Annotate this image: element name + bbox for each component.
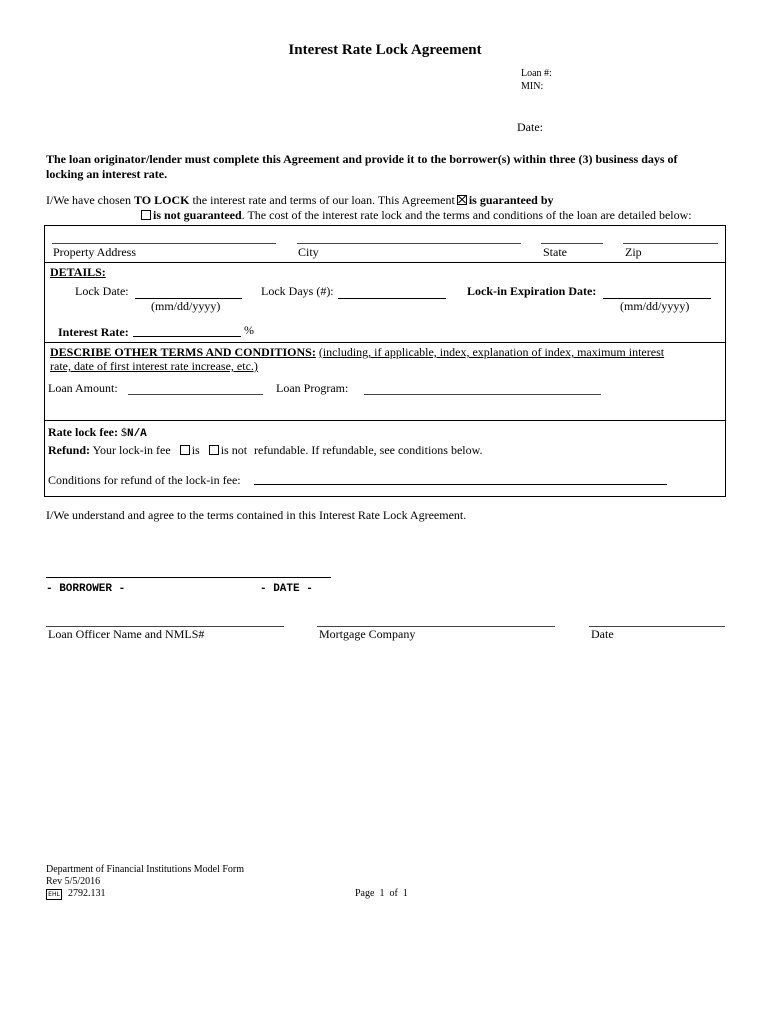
property-address-label: Property Address	[53, 245, 136, 259]
loan-number-label: Loan #:	[521, 68, 552, 79]
notice-text-line2: locking an interest rate.	[46, 167, 168, 181]
date-label: Date:	[517, 120, 543, 134]
conditions-label: Conditions for refund of the lock-in fee:	[48, 473, 241, 487]
mortgage-company-label: Mortgage Company	[319, 627, 416, 641]
divider	[44, 420, 726, 421]
interest-rate-label: Interest Rate:	[58, 325, 129, 339]
state-field[interactable]	[541, 243, 603, 244]
notice-text: The loan originator/lender must complete this Agreement and provide it to the borrower(s) within three (3) business days of	[46, 152, 678, 166]
cost-text: . The cost of the interest rate lock and the terms and conditions of the loan are detailed below:	[241, 208, 692, 222]
refund-line	[48, 443, 483, 458]
property-address-field[interactable]	[52, 243, 276, 244]
equal-housing-lender-icon: EHL	[46, 889, 62, 900]
loan-amount-field[interactable]	[128, 394, 263, 395]
borrower-signature-line[interactable]	[46, 577, 331, 578]
refund-is-label: is	[191, 443, 200, 457]
refundable-text: refundable. If refundable, see conditions below.	[254, 443, 483, 457]
percent-sign: %	[244, 323, 254, 337]
guaranteed-checkbox[interactable]	[457, 195, 467, 205]
terms-heading-line	[50, 345, 722, 360]
not-guaranteed-checkbox[interactable]	[141, 210, 151, 220]
footer-department: Department of Financial Institutions Model Form	[46, 864, 245, 875]
expiration-label: Lock-in Expiration Date:	[467, 284, 597, 298]
officer-date-label: Date	[591, 627, 614, 641]
footer-revision: Rev 5/5/2016	[46, 876, 101, 887]
min-label: MIN:	[521, 81, 544, 92]
lock-days-label: Lock Days (#):	[261, 284, 334, 298]
lock-days-field[interactable]	[338, 298, 446, 299]
rate-lock-fee-line	[48, 425, 147, 440]
interest-rate-field[interactable]	[133, 336, 241, 337]
agreement-text: I/We understand and agree to the terms contained in this Interest Rate Lock Agreement.	[46, 508, 467, 522]
loan-program-label: Loan Program:	[276, 381, 349, 395]
state-label: State	[543, 245, 567, 259]
terms-detail-line2: rate, date of first interest rate increase, etc.)	[50, 359, 258, 373]
page-title: Interest Rate Lock Agreement	[288, 42, 482, 58]
currency-symbol: $	[120, 425, 127, 439]
loan-program-field[interactable]	[364, 394, 601, 395]
refund-text: Your lock-in fee	[92, 443, 171, 457]
guaranteed-label: is guaranteed by	[468, 193, 554, 207]
terms-heading: DESCRIBE OTHER TERMS AND CONDITIONS:	[50, 345, 316, 359]
city-field[interactable]	[297, 243, 521, 244]
chosen-suffix: the interest rate and terms of our loan. This Agreement	[192, 193, 455, 207]
loan-officer-label: Loan Officer Name and NMLS#	[48, 627, 205, 641]
city-label: City	[298, 245, 319, 259]
conditions-field[interactable]	[254, 484, 667, 485]
refund-is-not-label: is not	[220, 443, 248, 457]
divider	[44, 342, 726, 343]
not-guaranteed-label: is not guaranteed	[153, 208, 242, 222]
expiration-format: (mm/dd/yyyy)	[620, 299, 690, 313]
page-number: Page 1 of 1	[355, 888, 408, 899]
zip-label: Zip	[625, 245, 642, 259]
borrower-date-label: - DATE -	[260, 583, 313, 595]
not-guaranteed-line	[139, 208, 692, 223]
refund-is-not-checkbox[interactable]	[209, 445, 219, 455]
refund-label: Refund:	[48, 443, 91, 457]
rate-lock-fee-label: Rate lock fee:	[48, 425, 118, 439]
lock-choice-line	[46, 193, 554, 208]
divider	[44, 262, 726, 263]
rate-lock-fee-value[interactable]: N/A	[126, 428, 147, 440]
details-heading: DETAILS:	[50, 265, 106, 279]
refund-is-checkbox[interactable]	[180, 445, 190, 455]
chosen-prefix: I/We have chosen	[46, 193, 131, 207]
terms-detail: (including, if applicable, index, explanation of index, maximum interest	[318, 345, 665, 359]
lock-date-format: (mm/dd/yyyy)	[151, 299, 221, 313]
footer-form-number: 2792.131	[68, 888, 106, 899]
to-lock-text: TO LOCK	[134, 193, 190, 207]
zip-field[interactable]	[623, 243, 718, 244]
borrower-label: - BORROWER -	[46, 583, 126, 595]
loan-amount-label: Loan Amount:	[48, 381, 118, 395]
footer-form-number-line	[46, 888, 106, 900]
lock-date-label: Lock Date:	[75, 284, 129, 298]
